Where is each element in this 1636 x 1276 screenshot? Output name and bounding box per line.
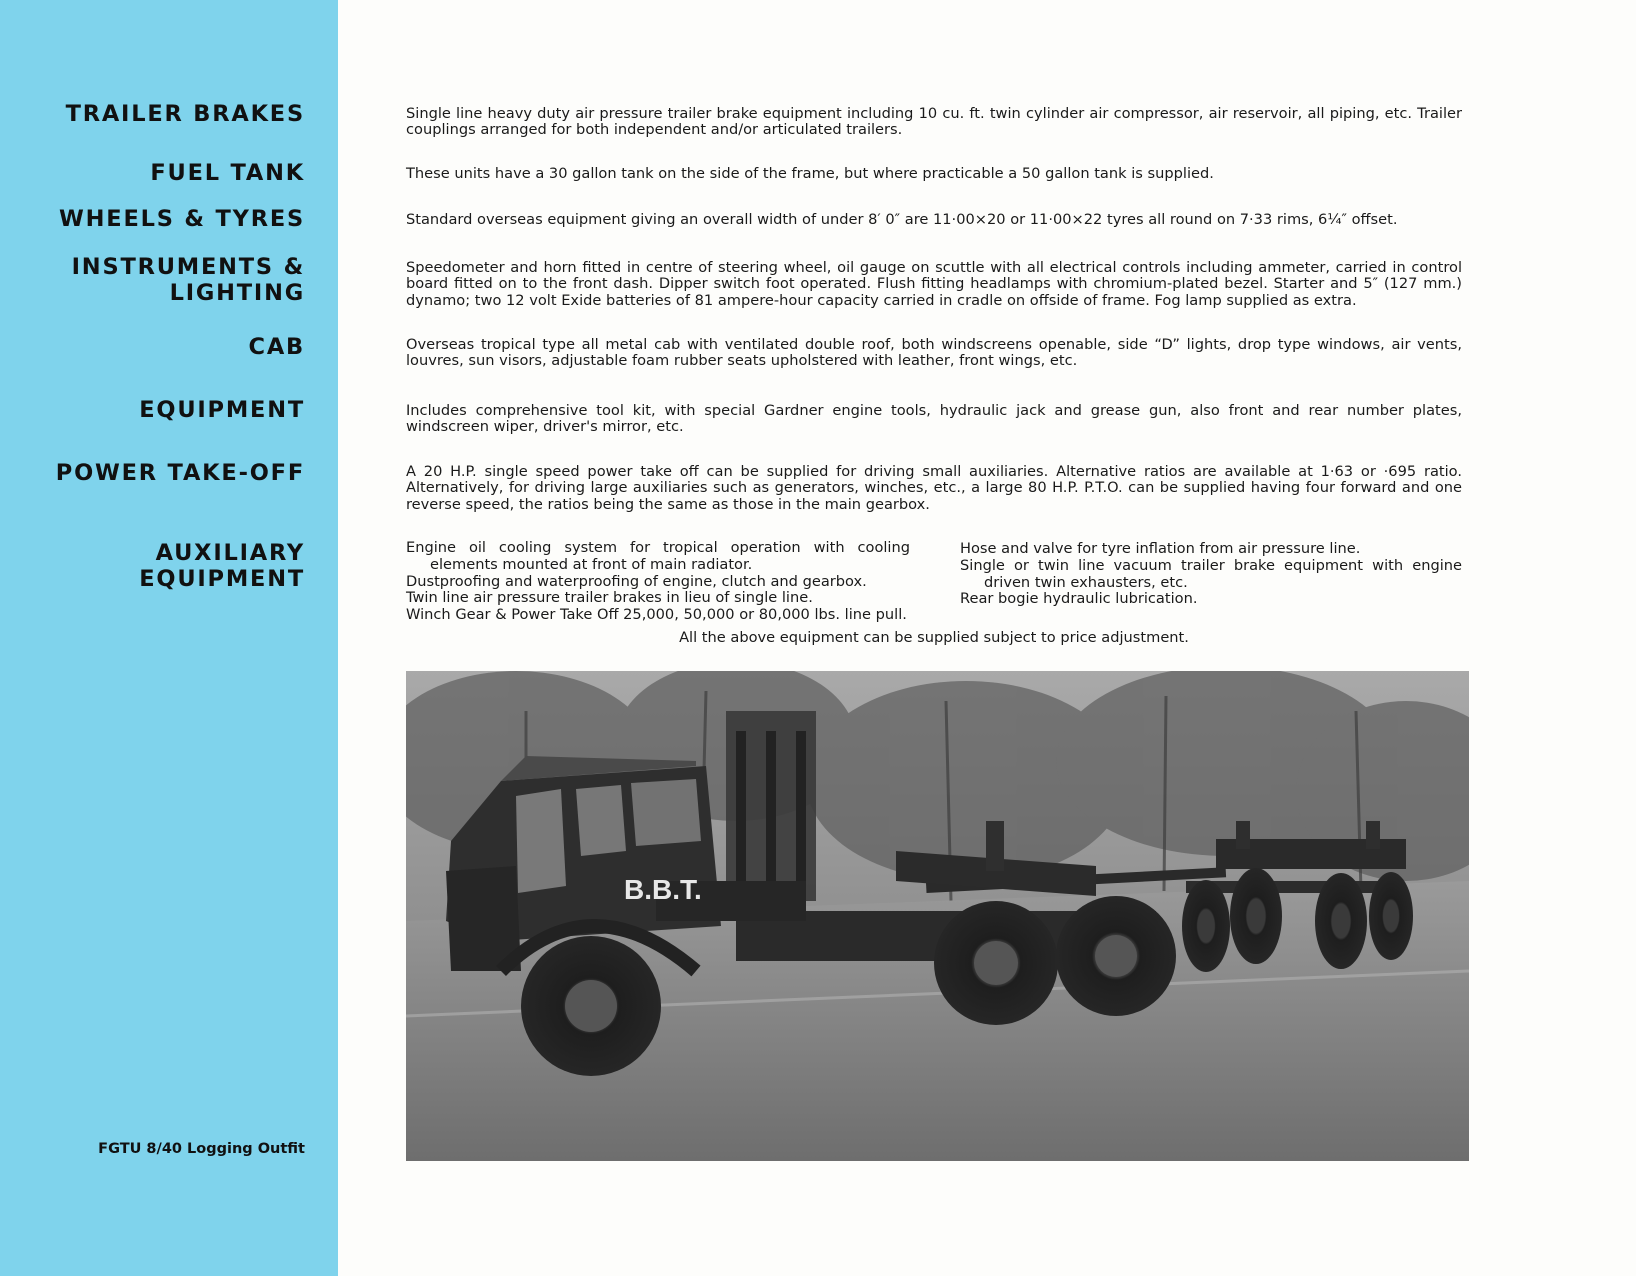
sidebar-panel [0,0,338,1276]
truck-photograph [406,671,1469,1161]
auxiliary-item: Engine oil cooling system for tropical operation with cooling elements mounted at front of main radiator. [406,539,910,573]
paragraph-fuel-tank: These units have a 30 gallon tank on the side of the frame, but where practicable a 50 gallon tank is supplied. [406,165,1214,182]
auxiliary-item: Single or twin line vacuum trailer brake equipment with engine driven twin exhausters, etc. [960,556,1462,591]
heading-power-take-off: POWER TAKE-OFF [55,460,305,486]
auxiliary-item: Twin line air pressure trailer brakes in lieu of single line. [406,589,813,607]
cab-lettering: B.B.T. [624,874,702,905]
paragraph-wheels-tyres: Standard overseas equipment giving an overall width of under 8′ 0″ are 11·00×20 or 11·00×22 tyres all round on 7·33 rims, 6¼″ offset. [406,211,1398,228]
paragraph-power-take-off: A 20 H.P. single speed power take off can be supplied for driving small auxiliaries. Alternative ratios are available at 1·63 or ·695 ratio. Alternatively, for driving large auxiliaries such as generators, winches, etc., a large 80 H.P. P.T.O. can be supplied having four forward and one reverse speed, the ratios being the same as those in the main gearbox. [406,463,1462,513]
heading-auxiliary-equipment: EQUIPMENT [139,566,305,592]
heading-fuel-tank: FUEL TANK [150,160,305,186]
heading-wheels-tyres: WHEELS & TYRES [59,206,305,232]
truck-illustration [406,671,1469,1161]
heading-lighting: LIGHTING [169,280,305,306]
auxiliary-item: Hose and valve for tyre inflation from air pressure line. [960,540,1361,557]
auxiliary-list-left [406,540,910,624]
auxiliary-list-right [960,541,1462,608]
paragraph-trailer-brakes: Single line heavy duty air pressure trailer brake equipment including 10 cu. ft. twin cylinder air compressor, air reservoir, all piping, etc. Trailer couplings arranged for both independent and/or articulated trailers. [406,105,1462,139]
auxiliary-item: Winch Gear & Power Take Off 25,000, 50,000 or 80,000 lbs. line pull. [406,606,907,624]
auxiliary-item: Rear bogie hydraulic lubrication. [960,590,1198,608]
paragraph-instruments-lighting: Speedometer and horn fitted in centre of steering wheel, oil gauge on scuttle with all electrical controls including ammeter, carried in control board fitted on to the front dash. Dipper switch foot operated. Flush fitting headlamps with chromium-plated bezel. Starter and 5″ (127 mm.) dynamo; two 12 volt Exide batteries of 81 ampere-hour capacity carried in cradle on offside of frame. Fog lamp supplied as extra. [406,259,1462,309]
heading-auxiliary: AUXILIARY [155,540,305,566]
photo-caption: FGTU 8/40 Logging Outfit [98,1141,305,1157]
paragraph-equipment: Includes comprehensive tool kit, with special Gardner engine tools, hydraulic jack and grease gun, also front and rear number plates, windscreen wiper, driver's mirror, etc. [406,402,1462,436]
heading-instruments: INSTRUMENTS & [71,254,305,280]
heading-cab: CAB [248,334,305,360]
heading-trailer-brakes: TRAILER BRAKES [65,101,305,127]
heading-equipment: EQUIPMENT [139,397,305,423]
paragraph-cab: Overseas tropical type all metal cab with ventilated double roof, both windscreens openable, side “D” lights, drop type windows, air vents, louvres, sun visors, adjustable foam rubber seats upholstered with leather, front wings, etc. [406,336,1462,370]
auxiliary-item: Dustproofing and waterproofing of engine, clutch and gearbox. [406,572,867,590]
price-adjustment-note: All the above equipment can be supplied subject to price adjustment. [679,629,1189,646]
